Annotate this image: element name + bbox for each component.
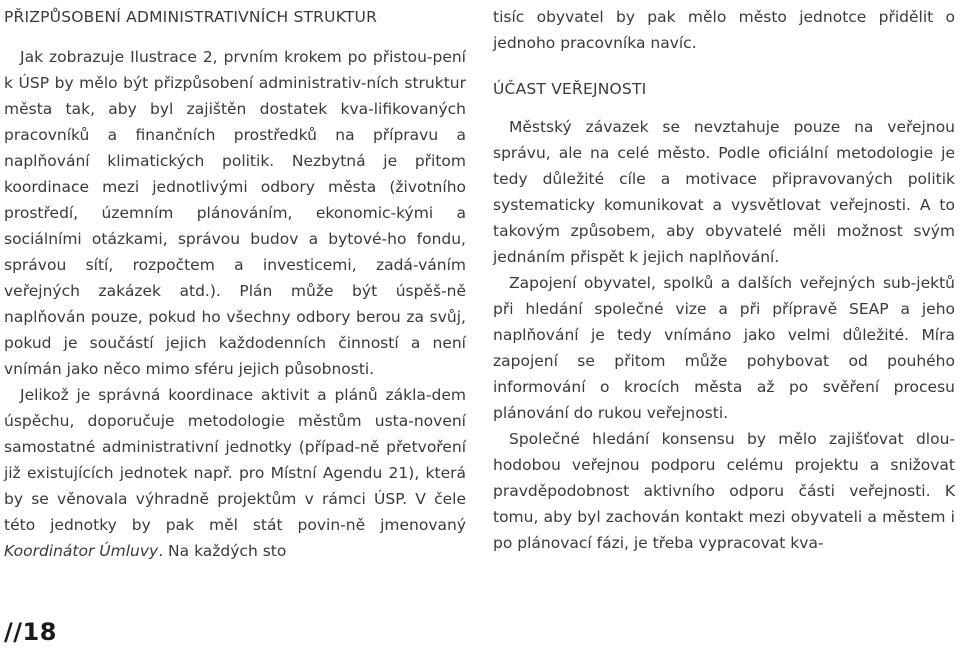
paragraph-4: Zapojení obyvatel, spolků a dalších veřejných sub-jektů při hledání společné vize a při přípravě SEAP a jeho naplňování je tedy vnímáno jako velmi důležité. Míra zapojení se přitom může pohybovat od pouhého informování o krocích města až po svěření procesu plánování do rukou veřejnosti. <box>493 274 955 422</box>
left-column <box>4 4 466 564</box>
section-heading-public-participation: ÚČAST VEŘEJNOSTI <box>493 80 647 98</box>
paragraph-1: Jak zobrazuje Ilustrace 2, prvním krokem po přistou-pení k ÚSP by mělo být přizpůsobení administrativ-ních struktur města tak, aby byl zajištěn dostatek kva-lifikovaných pracovníků a finančních prostředků na přípravu a naplňování klimatických politik. Nezbytná je přitom koordinace mezi jednotlivými odbory města (životního prostředí, územním plánováním, ekonomic-kými a sociálními otázkami, správou budov a bytové-ho fondu, správou sítí, rozpočtem a investicemi, zadá-váním veřejných zakázek atd.). Plán může být úspěš-ně naplňován pouze, pokud ho všechny odbory berou za svůj, pokud je součástí jejich každodenních činností a není vnímán jako něco mimo sféru jejich působnosti. <box>4 48 466 378</box>
continued-paragraph: tisíc obyvatel by pak mělo město jednotce přidělit o jednoho pracovníka navíc. <box>493 8 955 52</box>
paragraph-2-tail: . Na každých sto <box>158 542 287 560</box>
right-column <box>493 4 955 556</box>
page-number: //18 <box>4 618 57 646</box>
coordinator-title: Koordinátor Úmluvy <box>4 542 159 560</box>
section-heading-administrative-structures: PŘIZPŮSOBENÍ ADMINISTRATIVNÍCH STRUKTUR <box>4 8 378 26</box>
paragraph-2 <box>4 382 466 564</box>
paragraph-5: Společné hledání konsensu by mělo zajišťovat dlou-hodobou veřejnou podporu celému projektu a snižovat pravděpodobnost aktivního odporu části veřejnosti. K tomu, aby byl zachován kontakt mezi obyvateli a městem i po plánovací fázi, je třeba vypracovat kva- <box>493 430 955 552</box>
paragraph-2-text: Jelikož je správná koordinace aktivit a plánů zákla-dem úspěchu, doporučuje metodologie městům usta-novení samostatné administrativní jednotky (případ-ně přetvoření již existujících jednotek např. pro Místní Agendu 21), která by se věnovala výhradně projektům v rámci ÚSP. V čele této jednotky by pak měl stát povin-ně jmenovaný <box>4 386 466 534</box>
paragraph-3: Městský závazek se nevztahuje pouze na veřejnou správu, ale na celé město. Podle oficiální metodologie je tedy důležité cíle a motivace připravovaných politik systematicky komunikovat a vysvětlovat veřejnosti. A to takovým způsobem, aby obyvatelé měli možnost svým jednáním přispět k jejich naplňování. <box>493 118 955 266</box>
